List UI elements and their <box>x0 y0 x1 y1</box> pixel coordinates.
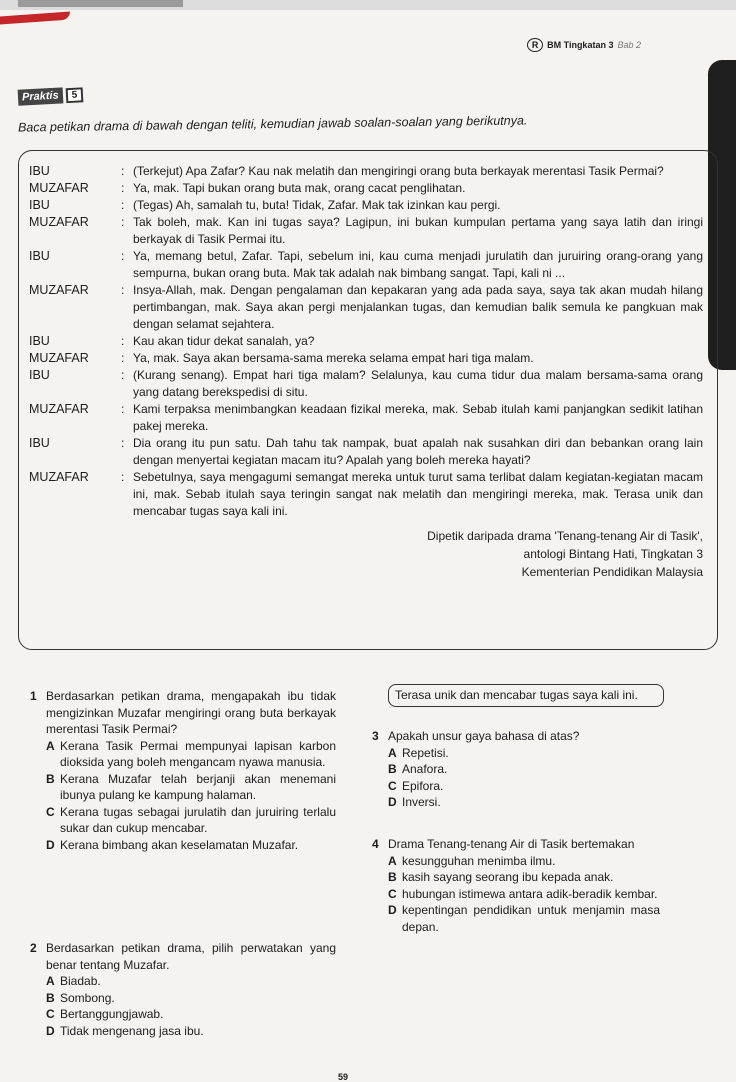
colon: : <box>121 470 125 484</box>
praktis-badge <box>18 86 84 105</box>
question-2 <box>30 940 336 1039</box>
option-letter: C <box>388 886 397 901</box>
answer-option <box>46 837 336 854</box>
instruction: Baca petikan drama di bawah dengan teliti, kemudian jawab soalan-soalan yang berikutnya. <box>17 113 528 135</box>
option-letter: C <box>46 1007 55 1021</box>
option-text: Epifora. <box>402 778 444 793</box>
dialogue-line <box>29 282 703 333</box>
speaker: IBU <box>29 198 50 212</box>
source-citation <box>29 527 703 581</box>
answer-option <box>388 886 660 903</box>
dialogue-line <box>29 469 703 520</box>
answer-option <box>388 761 660 778</box>
option-letter: B <box>388 762 397 776</box>
question-text: Apakah unsur gaya bahasa di atas? <box>388 729 580 743</box>
option-letter: D <box>46 837 55 852</box>
question-4 <box>372 836 660 935</box>
colon: : <box>121 249 125 263</box>
speaker: MUZAFAR <box>29 402 89 416</box>
speaker: MUZAFAR <box>29 351 89 365</box>
dialogue-line <box>29 248 703 282</box>
option-letter: A <box>388 745 397 760</box>
colon: : <box>121 368 125 382</box>
option-text: Kerana tugas sebagai jurulatih dan juruiring terlalu sukar dan cukup mencabar. <box>60 804 336 835</box>
option-text: Biadab. <box>60 974 101 988</box>
colon: : <box>121 215 125 229</box>
speaker: IBU <box>29 249 50 263</box>
option-text: kesungguhan menimba ilmu. <box>402 853 556 868</box>
question-3 <box>372 728 660 811</box>
speaker: IBU <box>29 164 50 178</box>
option-letter: A <box>388 853 397 868</box>
answer-option <box>388 902 660 935</box>
praktis-label: Praktis <box>18 87 63 105</box>
dialogue-line <box>29 367 703 401</box>
speaker: MUZAFAR <box>29 181 89 195</box>
option-text: Sombong. <box>60 990 115 1005</box>
question-number: 4 <box>372 837 379 851</box>
answer-option <box>388 869 660 886</box>
option-letter: B <box>46 771 55 786</box>
dialogue-text: Ya, mak. Saya akan bersama-sama mereka selama empat hari tiga malam. <box>133 351 534 365</box>
answer-option <box>46 804 336 837</box>
colon: : <box>121 164 125 178</box>
source-line: Dipetik daripada drama 'Tenang-tenang Air di Tasik', <box>427 529 703 543</box>
dialogue-line <box>29 435 703 469</box>
question-number: 3 <box>372 729 379 743</box>
dialogue-text: Kami terpaksa menimbangkan keadaan fizikal mereka, mak. Sebab itulah kami panjangkan sedikit latihan pakej mereka. <box>133 402 703 433</box>
option-text: Kerana Tasik Permai mempunyai lapisan karbon dioksida yang boleh mengancam nyawa manusia. <box>60 738 336 769</box>
dialogue-text: (Kurang senang). Empat hari tiga malam? Selalunya, kau cuma tidur dua malam bersama-sama orang yang datang berekspedisi di situ. <box>133 368 703 399</box>
colon: : <box>121 334 125 348</box>
option-letter: C <box>46 804 55 819</box>
publisher-logo-icon: R <box>527 38 543 52</box>
dialogue-text: (Tegas) Ah, samalah tu, buta! Tidak, Zafar. Mak tak izinkan kau pergi. <box>133 198 501 212</box>
speaker: IBU <box>29 368 50 382</box>
dialogue-text: Ya, memang betul, Zafar. Tapi, sebelum ini, kau cuma menjadi jurulatih dan juruiring orang-orang yang sempurna, bukan orang buta. Mak tak adalah nak bimbang sangat. Tapi, kali ni ... <box>133 249 703 280</box>
speaker: MUZAFAR <box>29 470 89 484</box>
answer-option <box>388 794 660 811</box>
question-text: Berdasarkan petikan drama, pilih perwatakan yang benar tentang Muzafar. <box>46 941 336 972</box>
option-text: hubungan istimewa antara adik-beradik kembar. <box>402 886 658 901</box>
speaker: MUZAFAR <box>29 283 89 297</box>
dialogue-text: Sebetulnya, saya mengagumi semangat mereka untuk turut sama terlibat dalam kegiatan-kegiatan macam ini, mak. Sebab itulah saya teringin sangat nak melatih dan mengiringi mereka, mak. Terasa unik dan mencabar tugas saya kali ini. <box>133 470 703 518</box>
dialogue-line <box>29 163 703 180</box>
page-number: 59 <box>338 1072 349 1082</box>
option-text: Kerana bimbang akan keselamatan Muzafar. <box>60 837 299 852</box>
dialogue-text: (Terkejut) Apa Zafar? Kau nak melatih dan mengiringi orang buta berkayak merentasi Tasik Permai? <box>133 164 664 178</box>
colon: : <box>121 402 125 416</box>
colon: : <box>121 436 125 450</box>
option-text: kepentingan pendidikan untuk menjamin masa depan. <box>402 903 660 934</box>
question-number: 2 <box>30 941 37 955</box>
praktis-number: 5 <box>65 87 83 103</box>
speaker: IBU <box>29 334 50 348</box>
dialogue-line <box>29 333 703 350</box>
answer-option <box>46 738 336 771</box>
question-text: Berdasarkan petikan drama, mengapakah ibu tidak mengizinkan Muzafar mengiringi orang buta berkayak merentasi Tasik Permai? <box>46 689 336 736</box>
dialogue-line <box>29 197 703 214</box>
speaker: MUZAFAR <box>29 215 89 229</box>
colon: : <box>121 351 125 365</box>
option-letter: D <box>46 1023 55 1038</box>
colon: : <box>121 283 125 297</box>
dialogue-text: Ya, mak. Tapi bukan orang buta mak, orang cacat penglihatan. <box>133 181 466 195</box>
option-text: Bertanggungjawab. <box>60 1007 164 1021</box>
answer-option <box>46 1023 336 1040</box>
question-number: 1 <box>30 689 37 703</box>
dialogue-text: Kau akan tidur dekat sanalah, ya? <box>133 334 315 348</box>
colon: : <box>121 181 125 195</box>
answer-option <box>46 1006 336 1023</box>
option-text: Kerana Muzafar telah berjanji akan menemani ibunya pulang ke kampung halaman. <box>60 771 336 802</box>
dialogue-text: Tak boleh, mak. Kan ini tugas saya? Lagipun, ini bukan kumpulan pertama yang saya latih dan iringi berkayak di Tasik Permai itu. <box>133 215 703 246</box>
running-header <box>527 38 641 52</box>
dialogue-text: Dia orang itu pun satu. Dah tahu tak nampak, buat apalah nak susahkan diri dan bebankan orang lain dengan menyertai kegiatan macam itu? Apalah yang boleh mereka hayati? <box>133 436 703 467</box>
top-edge <box>0 0 736 10</box>
option-letter: A <box>46 738 55 753</box>
answer-option <box>46 973 336 990</box>
option-text: Repetisi. <box>402 745 449 760</box>
option-text: Anafora. <box>402 762 448 776</box>
option-letter: D <box>388 903 397 917</box>
option-letter: C <box>388 778 397 793</box>
option-letter: A <box>46 974 55 988</box>
chapter-label: Bab 2 <box>617 40 641 50</box>
option-letter: D <box>388 795 397 809</box>
option-letter: B <box>388 870 397 884</box>
drama-excerpt-box <box>18 150 718 650</box>
quote-box: Terasa unik dan mencabar tugas saya kali ini. <box>388 684 664 707</box>
dialogue-text: Insya-Allah, mak. Dengan pengalaman dan kepakaran yang ada pada saya, saya tak akan mudah hilang pertimbangan, mak. Saya akan pergi menjalankan tugas, dan kemudian balik semula ke pangkuan mak dengan selamat sejahtera. <box>133 283 703 331</box>
answer-option <box>46 771 336 804</box>
answer-option <box>46 990 336 1007</box>
book-title: BM Tingkatan 3 <box>547 40 614 50</box>
answer-option <box>388 853 660 870</box>
option-text: Tidak mengenang jasa ibu. <box>60 1023 204 1038</box>
answer-option <box>388 778 660 795</box>
option-text: kasih sayang seorang ibu kepada anak. <box>402 870 614 884</box>
dialogue-line <box>29 214 703 248</box>
source-line: Kementerian Pendidikan Malaysia <box>521 565 703 579</box>
source-line: antologi Bintang Hati, Tingkatan 3 <box>523 547 703 561</box>
dialogue-line <box>29 350 703 367</box>
dialogue-line <box>29 180 703 197</box>
option-letter: B <box>46 990 55 1005</box>
dialogue-line <box>29 401 703 435</box>
answer-option <box>388 745 660 762</box>
red-corner-mark <box>0 12 70 25</box>
question-1 <box>30 688 336 853</box>
speaker: IBU <box>29 436 50 450</box>
colon: : <box>121 198 125 212</box>
option-text: Inversi. <box>402 795 441 809</box>
question-text: Drama Tenang-tenang Air di Tasik bertemakan <box>388 837 635 851</box>
